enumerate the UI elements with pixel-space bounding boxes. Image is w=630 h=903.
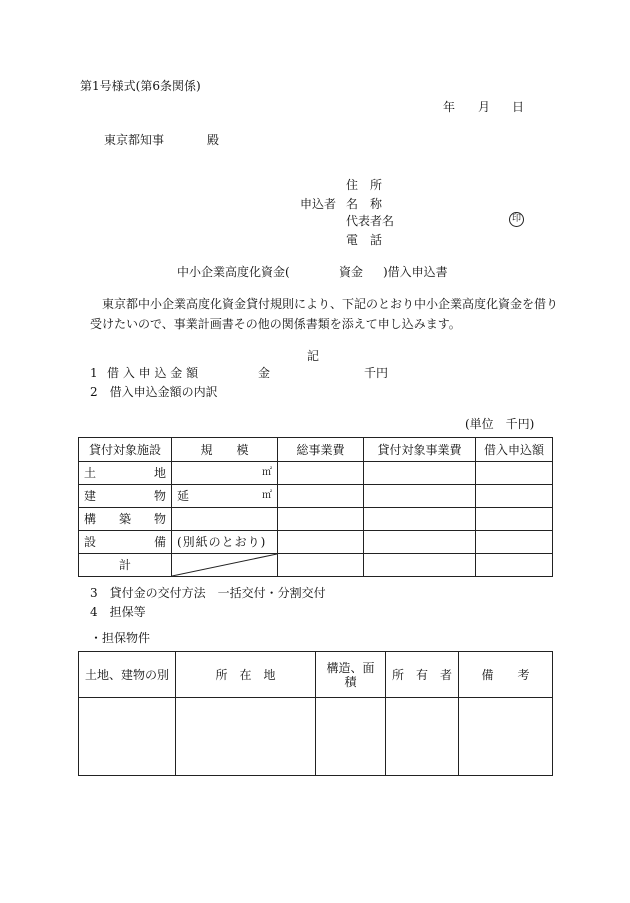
addressee-name: 東京都知事 — [104, 133, 165, 147]
table1-header-row — [79, 438, 553, 462]
date-day: 日 — [512, 100, 525, 114]
table-row — [79, 531, 553, 554]
applicant-address-label: 住 所 — [346, 178, 383, 192]
table2-header-remarks: 備 考 — [459, 652, 553, 698]
applicant-phone-label: 電 話 — [346, 233, 383, 247]
applicant-name-label: 名 称 — [346, 197, 383, 211]
total-cost-cell — [278, 554, 364, 577]
addressee-honorific: 殿 — [207, 133, 220, 147]
item1-label: 借 入 申 込 金 額 — [107, 366, 199, 380]
collateral-remarks-cell — [459, 698, 553, 776]
table2-header-row — [79, 652, 553, 698]
loan-breakdown-table — [78, 437, 553, 577]
table1-unit-note: (単位 千円) — [465, 417, 535, 431]
table2-header-type: 土地、建物の別 — [79, 652, 176, 698]
item2-text: 2 借入申込金額の内訳 — [90, 385, 218, 399]
collateral-type-cell — [79, 698, 176, 776]
seal-label: 印 — [511, 214, 521, 224]
applicant-label: 申込者 — [300, 197, 337, 211]
title-middle: 資金 — [339, 265, 364, 279]
collateral-table — [78, 651, 553, 776]
loan-amount-cell — [476, 462, 553, 485]
scale-cell-land — [172, 462, 278, 485]
date-month: 月 — [478, 100, 491, 114]
eligible-cost-cell — [364, 531, 476, 554]
total-label: 計 — [79, 554, 172, 577]
item3-text: 3 貸付金の交付方法 一括交付・分割交付 — [90, 586, 326, 600]
collateral-owner-cell — [386, 698, 459, 776]
title-prefix: 中小企業高度化資金( — [177, 265, 290, 279]
body-text-line1: 東京都中小企業高度化資金貸付規則により、下記のとおり中小企業高度化資金を借り — [102, 297, 559, 311]
table-row — [79, 462, 553, 485]
eligible-cost-cell — [364, 485, 476, 508]
collateral-location-cell — [176, 698, 316, 776]
table1-header-total-cost: 総事業費 — [278, 438, 364, 462]
table1-header-eligible-cost: 貸付対象事業費 — [364, 438, 476, 462]
eligible-cost-cell — [364, 508, 476, 531]
table-row — [79, 698, 553, 776]
form-number: 第1号様式(第6条関係) — [80, 79, 201, 93]
eligible-cost-cell — [364, 554, 476, 577]
scale-cell-total — [172, 554, 278, 577]
table1-header-scale: 規 模 — [172, 438, 278, 462]
row-label-equipment: 設 備 — [79, 531, 172, 554]
table-row — [79, 508, 553, 531]
table-row — [79, 485, 553, 508]
scale-cell-equipment: (別紙のとおり) — [172, 531, 278, 554]
date-year: 年 — [443, 100, 456, 114]
scale-cell-structure — [172, 508, 278, 531]
row-label-land: 土 地 — [79, 462, 172, 485]
item1-number: 1 — [90, 366, 98, 380]
table2-header-location: 所 在 地 — [176, 652, 316, 698]
table2-header-owner: 所 有 者 — [386, 652, 459, 698]
loan-amount-cell — [476, 508, 553, 531]
loan-amount-cell — [476, 554, 553, 577]
diagonal-strike-line — [172, 554, 277, 576]
seal-icon — [509, 212, 524, 227]
table-row-total — [79, 554, 553, 577]
applicant-representative-label: 代表者名 — [346, 214, 395, 228]
table1-header-facility: 貸付対象施設 — [79, 438, 172, 462]
item1-kin: 金 — [258, 366, 271, 380]
body-text-line2: 受けたいので、事業計画書その他の関係書類を添えて申し込みます。 — [90, 317, 461, 331]
total-cost-cell — [278, 508, 364, 531]
eligible-cost-cell — [364, 462, 476, 485]
loan-amount-cell — [476, 485, 553, 508]
ki-heading: 記 — [307, 349, 320, 363]
item4-text: 4 担保等 — [90, 605, 146, 619]
item1-unit: 千円 — [364, 366, 389, 380]
title-suffix: )借入申込書 — [383, 265, 448, 279]
collateral-heading: ・担保物件 — [90, 631, 151, 645]
scale-cell-building: 延 ㎡ — [172, 485, 278, 508]
scale-unit: ㎡ — [262, 490, 272, 501]
loan-amount-cell — [476, 531, 553, 554]
scale-unit: ㎡ — [262, 467, 272, 478]
table1-header-loan-amount: 借入申込額 — [476, 438, 553, 462]
total-cost-cell — [278, 485, 364, 508]
collateral-structure-cell — [316, 698, 386, 776]
total-cost-cell — [278, 531, 364, 554]
total-cost-cell — [278, 462, 364, 485]
row-label-structure: 構 築 物 — [79, 508, 172, 531]
row-label-building: 建 物 — [79, 485, 172, 508]
table2-header-structure-area: 構造、面積 — [316, 652, 386, 698]
